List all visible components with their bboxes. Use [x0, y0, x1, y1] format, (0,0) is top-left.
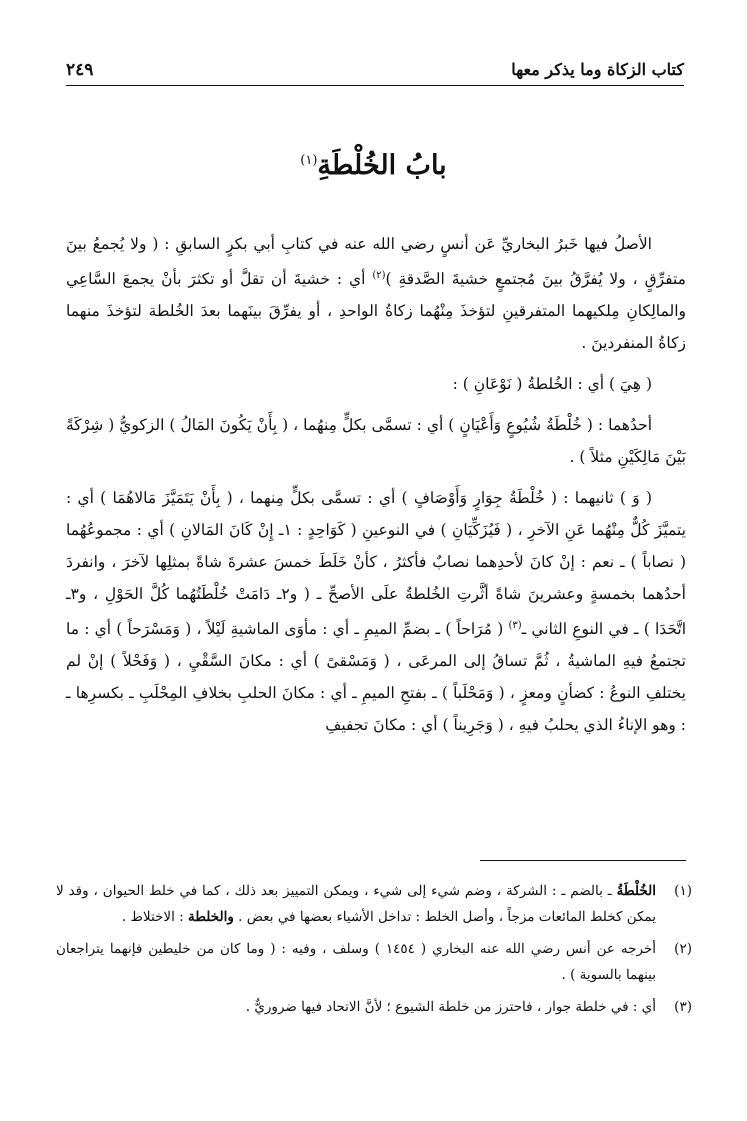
footnote-rule	[480, 860, 686, 861]
footnotes	[56, 878, 692, 1026]
footnote-1	[56, 878, 692, 930]
running-header	[66, 58, 684, 88]
footnote-number: (١)	[674, 883, 692, 899]
chapter-footnote-ref: (١)	[300, 153, 318, 168]
header-rule	[66, 85, 684, 86]
page-number: ٢٤٩	[66, 60, 94, 80]
paragraph-text: أحدُهما : ( خُلْطَةُ شُيُوعٍ وَأَعْيَانٍ ) أي : تسمَّى بكلٍّ مِنهُما ، ( بِأَنْ يَكُونَ المَالُ ) الزكويُّ ( شِرْكَةً بَيْنَ مَالِكَيْنِ مثلاً ) .	[66, 416, 686, 467]
footnote-2	[56, 936, 692, 988]
paragraph-origin	[66, 228, 686, 359]
paragraph-second-type	[66, 482, 686, 741]
paragraph-text-rest: أي : خشيةَ أن تقلَّ أو تكثرَ بأنْ يجمعَ السَّاعِي والمالِكانِ مِلكيهما المتفرقينِ لتؤخذَ مِنْهُما زكاةُ الواحدِ ، أو يفرِّقَ بينَهما بعدَ الخُلطة لتؤخذَ منهما زكاةُ المنفردينَ .	[66, 270, 686, 353]
paragraph-text: الأصلُ فيها خَبرُ البخاريِّ عَن أنسٍ رضي الله عنه في كتابِ أبي بكرٍ السابقِ : ( ولا يُجمعُ بينَ متفرِّقٍ ، ولا يُفرَّقُ بينَ مُجتمعٍ خشيةَ الصَّدقةِ )	[66, 235, 686, 289]
footnote-text-2: : الاختلاط .	[121, 909, 188, 925]
footnote-term-2: والخلطة	[187, 909, 234, 925]
main-text	[66, 228, 686, 750]
paragraph-types	[66, 368, 686, 400]
footnote-term: الخُلْطَةُ	[616, 883, 656, 899]
footnote-text: أي : في خلطة جوار ، فاحترز من خلطة الشيوع ؛ لأنَّ الاتحاد فيها ضروريٌّ .	[245, 999, 656, 1015]
chapter-title-text: بابُ الخُلْطَةِ	[317, 150, 447, 181]
paragraph-first-type	[66, 409, 686, 473]
footnote-text: ـ بالضم ـ : الشركة ، وضم شيء إلى شيء ، ويمكن التمييز بعد ذلك ، كما في خلط الحيوان ، وقد لا يمكن كخلط المائعات مزجاً ، وأصل الخلط : تداخل الأشياء بعضها في بعض .	[56, 883, 656, 925]
footnote-ref-2: (٢)	[372, 270, 386, 281]
footnote-ref-3: (٣)	[508, 620, 522, 632]
paragraph-text: ( هِيَ ) أي : الخُلطةُ ( نَوْعَانِ ) :	[452, 375, 652, 394]
chapter-title	[0, 150, 747, 181]
paragraph-text-rest: ( مُرَاحاً ) ـ بضمِّ الميمِ ـ أي : مأوَى الماشيةِ لَيْلاً ، ( وَمَسْرَحاً ) أي : ما تجتمعُ فيهِ الماشيةُ ، ثُمَّ تساقُ إلى المرعَى ، ( وَمَسْقىً ) أي : مكانَ السَّقْيِ ، ( وَفَحْلاً ) إنْ لم يختلفِ النوعُ : كضأنٍ ومعزٍ ، ( وَمَحْلَباً ) ـ بفتحِ الميمِ ـ أي : مكانَ الحلبِ بخلافِ المِحْلَبِ ـ بكسرِها ـ : وهو الإناءُ الذي يحلبُ فيهِ ، ( وَجَرِيناً ) أي : مكانَ تجفيفِ	[66, 620, 686, 735]
footnote-number: (٣)	[674, 999, 692, 1015]
footnote-number: (٢)	[674, 941, 692, 957]
footnote-3	[56, 994, 692, 1020]
paragraph-text: ( وَ ) ثانيهما : ( خُلْطَةُ جِوَارٍ وَأَوْصَافٍ ) أي : تسمَّى بكلٍّ مِنهما ، ( بِأَنْ يَتَمَيَّزَ مَالاهُمَا ) أي : يتميَّزَ كُلٌّ مِنْهُما عَنِ الآخرِ ، ( فَيُزَكِّيَانِ ) في النوعينِ ( كَوَاحِدٍ : ١ـ إِنْ كَانَ المَالانِ ) أي : مجموعُهُما ( نصاباً ) ـ نعم : إنْ كانَ لأحدِهما نصابٌ فأكثرُ ، كأنْ خَلَطَ خمسَ عشرةَ شاةً بمثلِها لآخرَ ، وانفردَ أحدُهما بخمسةٍ وعشرينَ شاةً أثَّرتِ الخُلطةُ علَى الأصحِّ ـ ( و٢ـ دَامَتْ خُلْطَتُهُما كُلَّ الحَوْلِ ، و٣ـ اتَّحَدَا ) ـ في النوعِ الثاني ـ	[66, 489, 687, 639]
footnote-text: أخرجه عن أنس رضي الله عنه البخاري ( ١٤٥٤ ) وسلف ، وفيه : ( وما كان من خليطين فإنهما يتراجعان بينهما بالسوية ) .	[56, 941, 656, 983]
running-title: كتاب الزكاة وما يذكر معها	[511, 60, 684, 79]
